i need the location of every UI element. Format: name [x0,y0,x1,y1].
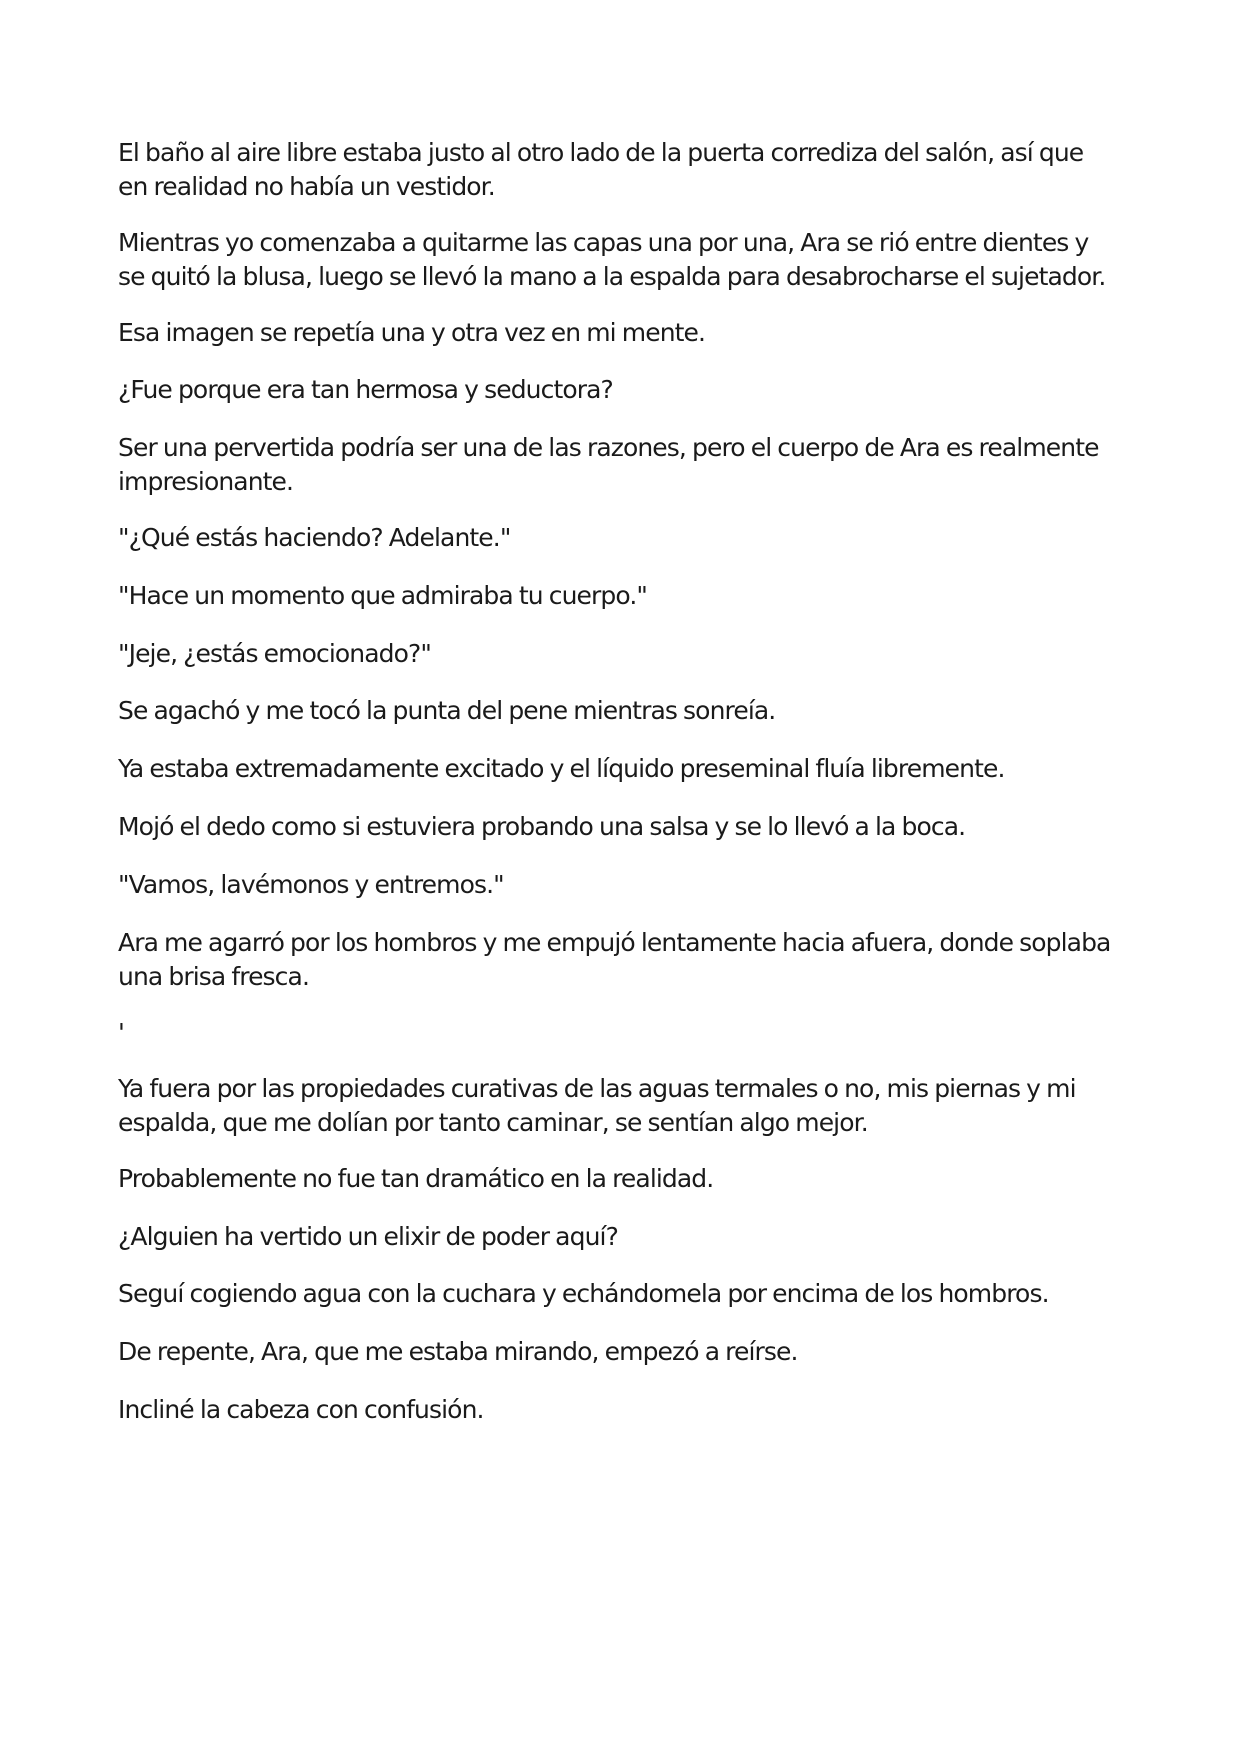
paragraph: "Jeje, ¿estás emocionado?" [118,639,431,668]
paragraph: Incliné la cabeza con confusión. [118,1395,484,1424]
paragraph: ¿Alguien ha vertido un elixir de poder aquí? [118,1222,618,1251]
paragraph: Ya fuera por las propiedades curativas de las aguas termales o no, mis piernas y mi espalda, que me dolían por tanto caminar, se sentían algo mejor. [118,1074,1076,1137]
paragraph: Mojó el dedo como si estuviera probando una salsa y se lo llevó a la boca. [118,812,966,841]
paragraph: Probablemente no fue tan dramático en la realidad. [118,1164,714,1193]
paragraph: "¿Qué estás haciendo? Adelante." [118,523,511,552]
paragraph: Se agachó y me tocó la punta del pene mientras sonreía. [118,696,776,725]
stray-mark: ' [118,1018,124,1047]
paragraph: Ya estaba extremadamente excitado y el líquido preseminal fluía libremente. [118,754,1005,783]
paragraph: Seguí cogiendo agua con la cuchara y echándomela por encima de los hombros. [118,1279,1049,1308]
paragraph: Ara me agarró por los hombros y me empujó lentamente hacia afuera, donde soplaba una brisa fresca. [118,928,1111,991]
paragraph: "Vamos, lavémonos y entremos." [118,870,504,899]
paragraph: Ser una pervertida podría ser una de las razones, pero el cuerpo de Ara es realmente impresionante. [118,433,1099,496]
paragraph: ¿Fue porque era tan hermosa y seductora? [118,375,613,404]
paragraph: Esa imagen se repetía una y otra vez en mi mente. [118,318,706,347]
paragraph: El baño al aire libre estaba justo al otro lado de la puerta corrediza del salón, así que en realidad no había un vestidor. [118,138,1084,201]
paragraph: Mientras yo comenzaba a quitarme las capas una por una, Ara se rió entre dientes y se quitó la blusa, luego se llevó la mano a la espalda para desabrocharse el sujetador. [118,228,1106,291]
paragraph: De repente, Ara, que me estaba mirando, empezó a reírse. [118,1337,798,1366]
paragraph: "Hace un momento que admiraba tu cuerpo." [118,581,647,610]
